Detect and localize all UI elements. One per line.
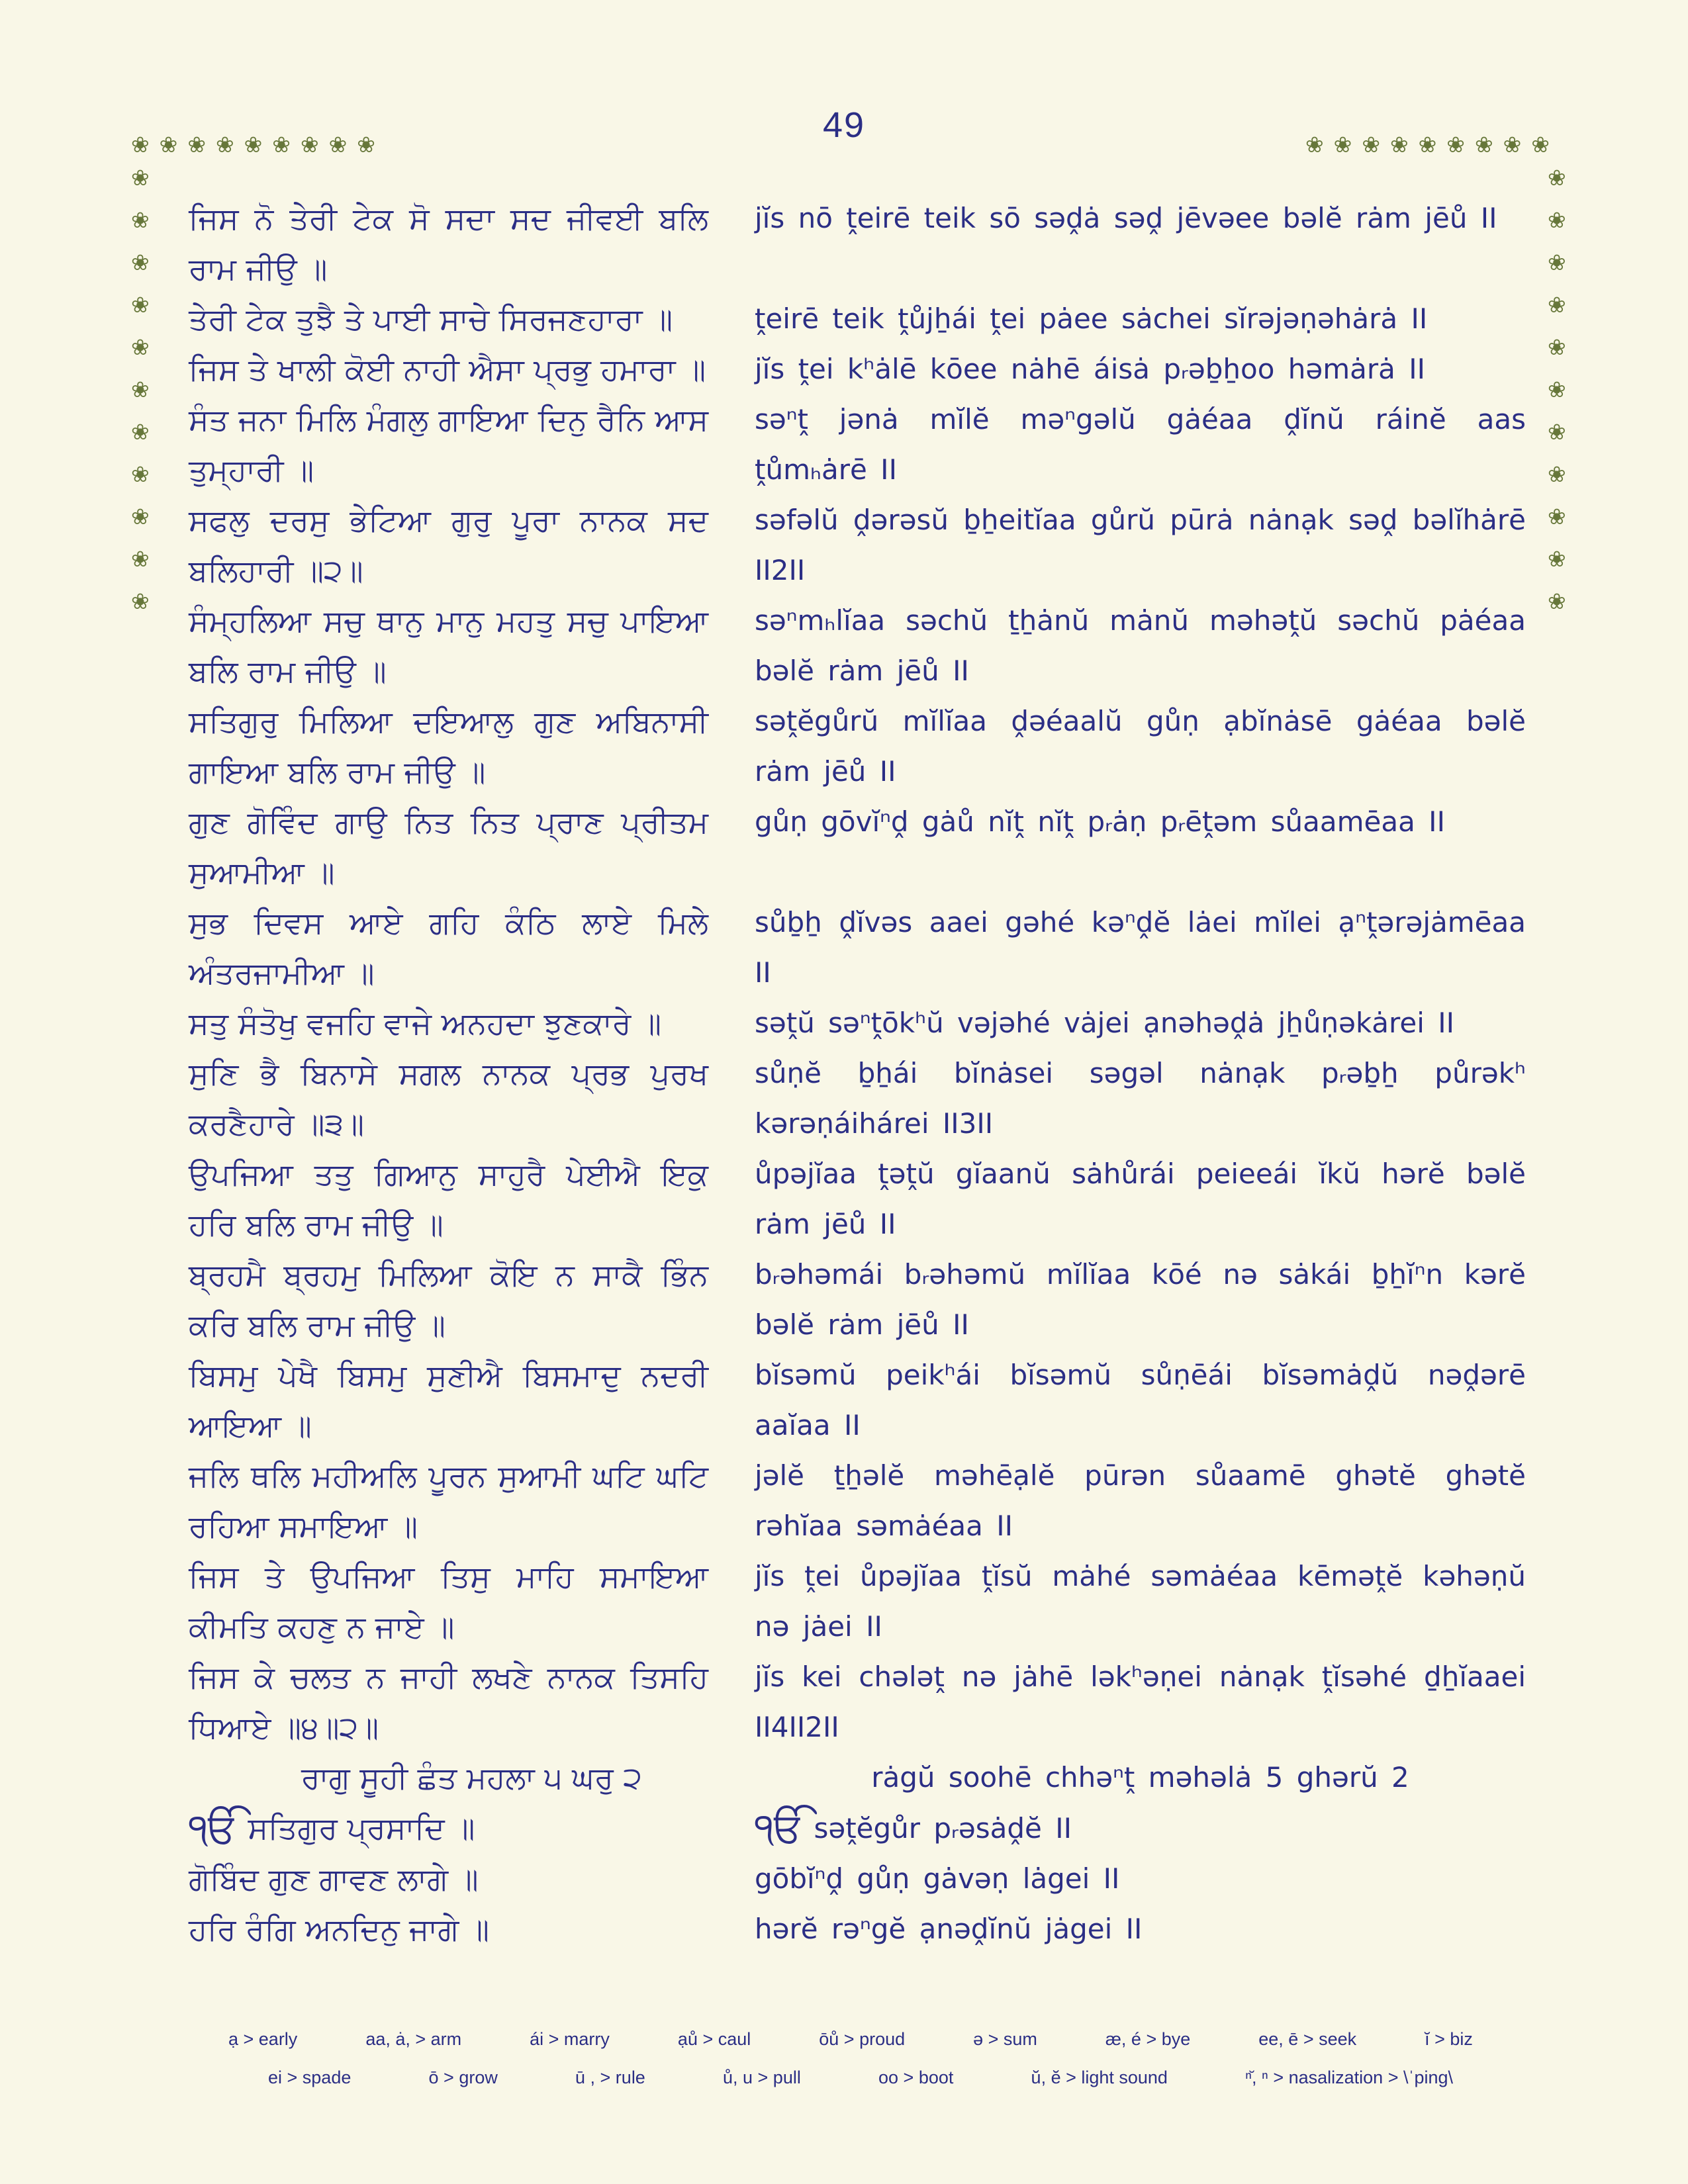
flower-border-top-right (1305, 134, 1550, 156)
transliteration-text: sůḇẖ ḓĭvəs aaei gəhé kəⁿḓĕ lȧei mĭlei ạⁿṱərəjȧmēaa II (755, 906, 1526, 989)
flower-border-right (1548, 167, 1566, 612)
pronunciation-key-item: ĭ > biz (1425, 2029, 1473, 2049)
gurmukhi-text: ਹਰਿ ਰੰਗਿ ਅਨਦਿਨੁ ਜਾਗੇ ॥ (189, 1911, 489, 1947)
verse-row (189, 1854, 1526, 1904)
flower-icon: ❀ (1548, 377, 1566, 402)
flower-icon: ❀ (187, 132, 206, 157)
transliteration-text: jəlĕ ṯẖəlĕ məhēạlĕ pūrən sůaamē ghətĕ ghətĕ rəhĭaa səmȧéaa II (755, 1459, 1526, 1542)
flower-icon: ❀ (159, 132, 178, 157)
transliteration-text: gōbĭⁿḓ gůṇ gȧvəṇ lȧgei II (755, 1862, 1120, 1895)
verse-row (189, 344, 1526, 394)
flower-icon: ❀ (131, 208, 150, 232)
verse-row (189, 193, 1526, 294)
flower-icon: ❀ (300, 132, 319, 157)
gurmukhi-text: ਬ੍ਰਹਮੈ ਬ੍ਰਹਮੁ ਮਿਲਿਆ ਕੋਇ ਨ ਸਾਕੈ ਭਿੰਨ ਕਰਿ ਬਲਿ ਰਾਮ ਜੀਉ ॥ (189, 1257, 708, 1343)
flower-icon: ❀ (328, 132, 348, 157)
verse-row (189, 495, 1526, 596)
flower-icon: ❀ (131, 377, 150, 402)
flower-border-top-left (131, 134, 375, 156)
pronunciation-key-item: ⁿ̆, ⁿ > nasalization > \ˈping\ (1245, 2068, 1453, 2087)
gurmukhi-text: ਸਫਲੁ ਦਰਸੁ ਭੇਟਿਆ ਗੁਰੁ ਪੂਰਾ ਨਾਨਕ ਸਦ ਬਲਿਹਾਰੀ ॥੨॥ (189, 502, 708, 588)
transliteration-text: gůṇ gōvĭⁿḓ gȧů nĭṱ nĭṱ pᵣȧṇ pᵣēṱəm sůaamēaa II (755, 805, 1445, 838)
flower-icon: ❀ (1333, 132, 1352, 157)
pronunciation-key-item: ei > spade (268, 2068, 352, 2087)
flower-icon: ❀ (131, 504, 150, 529)
ik-onkar-symbol: ੴ (189, 1804, 239, 1852)
gurmukhi-text: ੴ ਸਤਿਗੁਰ ਪ੍ਰਸਾਦਿ ॥ (189, 1804, 475, 1852)
flower-icon: ❀ (244, 132, 263, 157)
flower-icon: ❀ (272, 132, 291, 157)
flower-border-left (131, 167, 150, 612)
verse-row (189, 998, 1526, 1048)
verse-row (189, 1904, 1526, 1954)
pronunciation-key-row-2 (228, 2068, 1473, 2088)
flower-icon: ❀ (131, 462, 150, 486)
gurmukhi-text: ਜਿਸ ਕੇ ਚਲਤ ਨ ਜਾਹੀ ਲਖਣੇ ਨਾਨਕ ਤਿਸਹਿ ਧਿਆਏ ॥੪॥੨॥ (189, 1659, 708, 1745)
pronunciation-key-item: æ, é > bye (1105, 2029, 1191, 2049)
flower-icon: ❀ (1548, 462, 1566, 486)
transliteration-text: səṱĕgůrŭ mĭlĭaa ḓəéaalŭ gůṇ ạbĭnȧsē gȧéaa bəlĕ rȧm jēů II (755, 705, 1526, 788)
gurmukhi-text: ਬਿਸਮੁ ਪੇਖੈ ਬਿਸਮੁ ਸੁਣੀਐ ਬਿਸਮਾਦੁ ਨਦਰੀ ਆਇਆ ॥ (189, 1357, 708, 1443)
verse-row (189, 1551, 1526, 1652)
pronunciation-key-item: oo > boot (878, 2068, 954, 2087)
pronunciation-key-item: ee, ē > seek (1258, 2029, 1357, 2049)
flower-icon: ❀ (1474, 132, 1493, 157)
verse-row (189, 294, 1526, 344)
gurmukhi-text: ਸਤੁ ਸੰਤੋਖੁ ਵਜਹਿ ਵਾਜੇ ਅਨਹਦਾ ਝੁਣਕਾਰੇ ॥ (189, 1005, 662, 1041)
flower-icon: ❀ (1503, 132, 1522, 157)
gurmukhi-text: ਸੁਭ ਦਿਵਸ ਆਏ ਗਹਿ ਕੰਠਿ ਲਾਏ ਮਿਲੇ ਅੰਤਰਜਾਮੀਆ ॥ (189, 905, 708, 991)
gurmukhi-text: ਜਿਸ ਤੇ ਖਾਲੀ ਕੋਈ ਨਾਹੀ ਐਸਾ ਪ੍ਰਭੁ ਹਮਾਰਾ ॥ (189, 351, 706, 387)
flower-icon: ❀ (1389, 132, 1409, 157)
transliteration-text: hərĕ rəⁿgĕ ạnəḓĭnŭ jȧgei II (755, 1913, 1143, 1945)
gurmukhi-text: ਜਲਿ ਥਲਿ ਮਹੀਅਲਿ ਪੂਰਨ ਸੁਆਮੀ ਘਟਿ ਘਟਿ ਰਹਿਆ ਸਮਾਇਆ ॥ (189, 1458, 708, 1544)
gurmukhi-text: ਤੇਰੀ ਟੇਕ ਤੁਝੈ ਤੇ ਪਾਈ ਸਾਚੇ ਸਿਰਜਣਹਾਰਾ ॥ (189, 301, 673, 337)
gurmukhi-text: ਸੰਮ੍ਹਲਿਆ ਸਚੁ ਥਾਨੁ ਮਾਨੁ ਮਹਤੁ ਸਚੁ ਪਾਇਆ ਬਲਿ ਰਾਮ ਜੀਉ ॥ (189, 603, 708, 689)
flower-icon: ❀ (1418, 132, 1437, 157)
gurmukhi-text: ਸੁਣਿ ਭੈ ਬਿਨਾਸੇ ਸਗਲ ਨਾਨਕ ਪ੍ਰਭ ਪੁਰਖ ਕਰਣੈਹਾਰੇ ॥੩॥ (189, 1056, 708, 1142)
gurmukhi-text: ਜਿਸ ਨੋ ਤੇਰੀ ਟੇਕ ਸੋ ਸਦਾ ਸਦ ਜੀਵਈ ਬਲਿ ਰਾਮ ਜੀਉ ॥ (189, 201, 708, 287)
ik-onkar-symbol: ੴ (755, 1803, 805, 1852)
flower-icon: ❀ (1548, 250, 1566, 275)
transliteration-text: jĭs ṱei kʰȧlē kōee nȧhē áisȧ pᵣəḇẖoo həmȧrȧ II (755, 353, 1426, 385)
flower-icon: ❀ (1548, 293, 1566, 317)
pronunciation-key (228, 2029, 1473, 2088)
transliteration-text: bᵣəhəmái bᵣəhəmŭ mĭlĭaa kōé nə sȧkái ḇẖĭⁿn kərĕ bəlĕ rȧm jēů II (755, 1258, 1526, 1341)
verse-row (189, 1652, 1526, 1752)
verse-row (189, 596, 1526, 696)
page-number: 49 (822, 105, 866, 145)
verse-row (189, 1250, 1526, 1350)
transliteration-text: jĭs nō ṱeirē teik sō səḓȧ səḓ jēvəee bəlĕ rȧm jēů II (755, 202, 1497, 234)
transliteration-text: səⁿṱ jənȧ mĭlĕ məⁿgəlŭ gȧéaa ḓĭnŭ ráinĕ aas ṱůmₕȧrē II (755, 403, 1526, 486)
transliteration-text: sůṇĕ ḇẖái bĭnȧsei səgəl nȧnạk pᵣəḇẖ půrəkʰ kərəṇáihárei II3II (755, 1057, 1526, 1140)
transliteration-text: bĭsəmŭ peikʰái bĭsəmŭ sůṇēái bĭsəmȧḓŭ nəḓərē aaĭaa II (755, 1359, 1526, 1441)
pronunciation-key-row-1 (228, 2029, 1473, 2050)
verse-row (189, 1752, 1526, 1803)
transliteration-text: ṱeirē teik ṱůjẖái ṱei pȧee sȧchei sĭrəjəṇəhȧrȧ II (755, 302, 1428, 335)
transliteration-text: rȧgŭ soohē chhəⁿṱ məhəlȧ 5 ghərŭ 2 (871, 1761, 1409, 1794)
verse-row (189, 1149, 1526, 1250)
flower-icon: ❀ (215, 132, 234, 157)
gurmukhi-text: ਉਪਜਿਆ ਤਤੁ ਗਿਆਨੁ ਸਾਹੁਰੈ ਪੇਈਐ ਇਕੁ ਹਰਿ ਬਲਿ ਰਾਮ ਜੀਉ ॥ (189, 1156, 708, 1242)
pronunciation-key-item: ŭ, ĕ > light sound (1031, 2068, 1168, 2087)
transliteration-text: jĭs ṱei ůpəjĭaa ṱĭsŭ mȧhé səmȧéaa kēməṱĕ kəhəṇŭ nə jȧei II (755, 1560, 1526, 1643)
verse-row (189, 696, 1526, 797)
flower-icon: ❀ (131, 132, 150, 157)
flower-icon: ❀ (1531, 132, 1550, 157)
flower-icon: ❀ (1548, 420, 1566, 444)
flower-icon: ❀ (1446, 132, 1465, 157)
gurmukhi-text: ਗੋਬਿੰਦ ਗੁਣ ਗਾਵਣ ਲਾਗੇ ॥ (189, 1861, 479, 1897)
gurmukhi-text: ਸਤਿਗੁਰੁ ਮਿਲਿਆ ਦਇਆਲੁ ਗੁਣ ਅਬਿਨਾਸੀ ਗਾਇਆ ਬਲਿ ਰਾਮ ਜੀਉ ॥ (189, 704, 708, 790)
flower-icon: ❀ (357, 132, 375, 157)
flower-icon: ❀ (1362, 132, 1380, 157)
pronunciation-key-item: ū , > rule (575, 2068, 645, 2087)
flower-icon: ❀ (1548, 547, 1566, 571)
flower-icon: ❀ (1548, 208, 1566, 232)
verse-table (189, 193, 1526, 1954)
flower-icon: ❀ (131, 420, 150, 444)
pronunciation-key-item: ạů > caul (677, 2029, 751, 2049)
flower-icon: ❀ (131, 250, 150, 275)
verse-row (189, 1803, 1526, 1854)
pronunciation-key-item: ạ > early (228, 2029, 298, 2049)
gurmukhi-text: ਸੰਤ ਜਨਾ ਮਿਲਿ ਮੰਗਲੁ ਗਾਇਆ ਦਿਨੁ ਰੈਨਿ ਆਸ ਤੁਮ੍ਹਾਰੀ ॥ (189, 402, 708, 488)
flower-icon: ❀ (1548, 335, 1566, 359)
pronunciation-key-item: ōů > proud (819, 2029, 906, 2049)
pronunciation-key-item: ái > marry (530, 2029, 610, 2049)
pronunciation-key-item: ō > grow (428, 2068, 498, 2087)
verse-row (189, 1451, 1526, 1551)
gurmukhi-text: ਜਿਸ ਤੇ ਉਪਜਿਆ ਤਿਸੁ ਮਾਹਿ ਸਮਾਇਆ ਕੀਮਤਿ ਕਹਣੁ ਨ ਜਾਏ ॥ (189, 1559, 708, 1645)
flower-icon: ❀ (131, 335, 150, 359)
flower-icon: ❀ (1548, 504, 1566, 529)
transliteration-text: səṱŭ səⁿṱōkʰŭ vəjəhé vȧjei ạnəhəḓȧ jẖůṇəkȧrei II (755, 1007, 1454, 1039)
transliteration-text: səfəlŭ ḓərəsŭ ḇẖeitĭaa gůrŭ pūrȧ nȧnạk səḓ bəlĭhȧrē II2II (755, 504, 1526, 586)
verse-row (189, 797, 1526, 897)
flower-icon: ❀ (1305, 132, 1324, 157)
flower-icon: ❀ (131, 293, 150, 317)
gurmukhi-text: ਰਾਗੁ ਸੂਹੀ ਛੰਤ ਮਹਲਾ ੫ ਘਰੁ ੨ (301, 1760, 642, 1796)
verse-row (189, 394, 1526, 495)
pronunciation-key-item: ə > sum (973, 2029, 1037, 2049)
verse-row (189, 897, 1526, 998)
verse-row (189, 1048, 1526, 1149)
transliteration-text: jĭs kei chələṱ nə jȧhē ləkʰəṇei nȧnạk ṱĭsəhé ḏẖĭaaei II4II2II (755, 1661, 1526, 1743)
transliteration-text: səⁿmₕlĭaa səchŭ ṯẖȧnŭ mȧnŭ məhəṱŭ səchŭ pȧéaa bəlĕ rȧm jēů II (755, 604, 1526, 687)
flower-icon: ❀ (131, 547, 150, 571)
pronunciation-key-item: aa, ȧ, > arm (365, 2029, 462, 2049)
verse-row (189, 1350, 1526, 1451)
flower-icon: ❀ (1548, 589, 1566, 614)
transliteration-text: ੴ səṱĕgůr pᵣəsȧḓĕ II (755, 1803, 1072, 1852)
pronunciation-key-item: ů, u > pull (723, 2068, 801, 2087)
transliteration-text: ůpəjĭaa ṱəṱŭ gĭaanŭ sȧhůrái peieeái ĭkŭ hərĕ bəlĕ rȧm jēů II (755, 1158, 1526, 1240)
flower-icon: ❀ (131, 165, 150, 190)
gurmukhi-text: ਗੁਣ ਗੋਵਿੰਦ ਗਾਉ ਨਿਤ ਨਿਤ ਪ੍ਰਾਣ ਪ੍ਰੀਤਮ ਸੁਆਮੀਆ ॥ (189, 804, 708, 890)
flower-icon: ❀ (1548, 165, 1566, 190)
flower-icon: ❀ (131, 589, 150, 614)
